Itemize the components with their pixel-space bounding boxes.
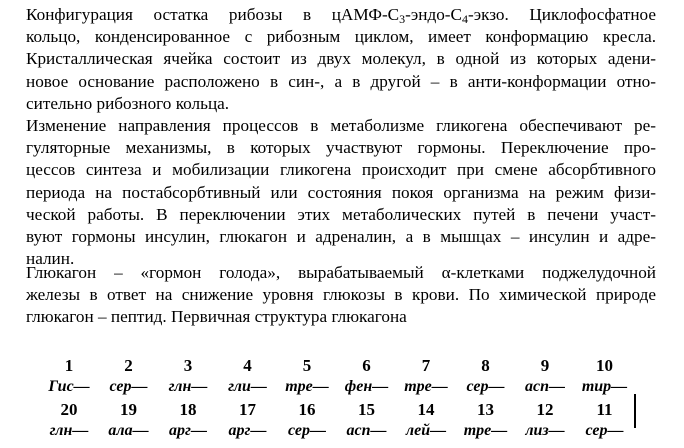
sequence-row1-numbers — [40, 356, 640, 378]
residue-name: арг— — [228, 422, 267, 439]
text-line: ческой работы. В переключении этих метаболических путей в печени участ- — [26, 204, 656, 224]
residue-name: Гис— — [48, 378, 90, 395]
residue-number: 18 — [179, 400, 197, 419]
text-line: железы в ответ на снижение уровня глюкозы в крови. По химической природе — [26, 285, 656, 305]
residue-name: тре— — [463, 422, 508, 439]
residue-number: 19 — [120, 400, 137, 419]
residue-number: 9 — [540, 356, 550, 375]
text-line: Глюкагон – «гормон голода», вырабатываемый α-клетками поджелудочной — [26, 263, 656, 282]
text-line: периода на постабсорбтивный или состояния покоя организма на режим физи- — [26, 182, 656, 202]
residue-name: глн— — [168, 378, 208, 395]
text-line: гуляторные механизмы, в которых участвуют гормоны. Переключение про- — [26, 138, 656, 158]
residue-name: гли— — [228, 378, 267, 395]
residue-number: 20 — [60, 400, 78, 419]
paragraph-camp-ribose — [26, 4, 656, 115]
text-line: налин. — [26, 249, 75, 269]
text-line: кольцо, конденсированное с рибозным циклом, имеет конформацию кресла. — [26, 27, 656, 47]
residue-name: асп— — [525, 378, 565, 395]
residue-number: 11 — [596, 400, 613, 419]
residue-name: асп— — [346, 422, 387, 439]
paragraph-glycogen-regulation — [26, 115, 656, 270]
text-line: глюкагон – пептид. Первичная структура глюкагона — [26, 307, 407, 327]
residue-number: 12 — [536, 400, 554, 419]
residue-name: тре— — [285, 378, 329, 395]
text-line: Изменение направления процессов в метаболизме гликогена обеспечивают ре- — [26, 116, 656, 135]
residue-number: 10 — [596, 356, 613, 375]
sequence-row2-numbers — [40, 400, 640, 422]
sequence-row2-residues — [40, 422, 640, 444]
residue-name: сер— — [109, 378, 148, 395]
residue-name: тир— — [581, 378, 628, 395]
residue-number: 15 — [358, 400, 375, 419]
text-line: Кристаллическая ячейка состоит из двух молекул, в одной из которых адени- — [26, 49, 656, 69]
text-line: сительно рибозного кольца. — [26, 93, 230, 113]
residue-name: лиз— — [525, 422, 565, 439]
residue-number: 4 — [243, 356, 252, 375]
residue-name: ала— — [108, 422, 149, 439]
residue-number: 2 — [124, 356, 133, 375]
residue-number: 8 — [481, 356, 490, 375]
text-line: цессов синтеза и мобилизации гликогена происходит при смене абсорбтивного — [26, 160, 656, 180]
sequence-row1-residues — [40, 378, 640, 400]
residue-name: глн— — [49, 422, 89, 439]
residue-name: арг— — [169, 422, 207, 439]
residue-number: 16 — [298, 400, 316, 419]
residue-number: 14 — [417, 400, 435, 419]
paragraph-glucagon — [26, 262, 656, 329]
residue-name: фен— — [344, 378, 389, 395]
residue-number: 17 — [239, 400, 256, 419]
text-line: Конфигурация остатка рибозы в цАМФ-$С_3-эндо-С_4$-экзо. Циклофосфатное — [26, 5, 656, 26]
residue-number: 1 — [64, 356, 74, 375]
residue-number: 5 — [302, 356, 312, 375]
text-line: вуют гормоны инсулин, глюкагон и адреналин, а в мышцах – инсулин и адре- — [26, 227, 656, 247]
residue-name: тре— — [404, 378, 448, 395]
residue-name: сер— — [466, 378, 505, 395]
residue-number: 13 — [477, 400, 494, 419]
residue-name: сер— — [585, 422, 624, 439]
residue-name: лей— — [405, 422, 447, 439]
sequence-bracket — [628, 394, 636, 428]
residue-name: сер— — [288, 422, 326, 439]
residue-number: 3 — [183, 356, 193, 375]
residue-number: 6 — [362, 356, 371, 375]
residue-number: 7 — [421, 356, 431, 375]
text-line: новое основание расположено в син-, а в другой – в анти-конформации отно- — [26, 71, 656, 91]
